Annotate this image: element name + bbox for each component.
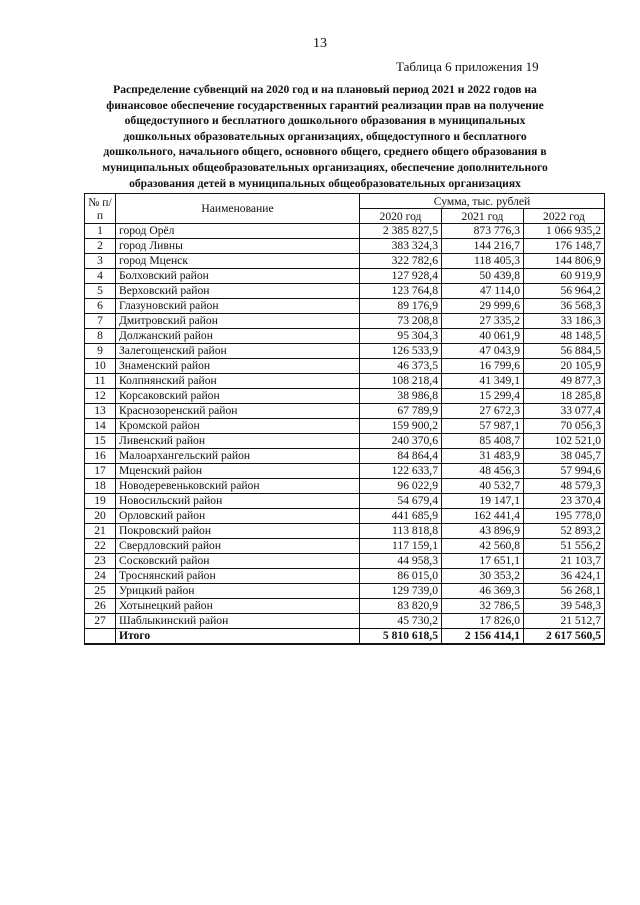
row-number: 22 [85,539,116,554]
row-number: 9 [85,344,116,359]
row-name: Болховский район [116,269,360,284]
row-value-2021: 41 349,1 [442,374,524,389]
row-value-2021: 40 532,7 [442,479,524,494]
row-number: 2 [85,239,116,254]
row-value-2020: 95 304,3 [360,329,442,344]
row-value-2021: 873 776,3 [442,224,524,239]
document-title [82,82,568,191]
row-number: 10 [85,359,116,374]
title-line: образования детей в муниципальных общеобразовательных организациях [129,176,521,190]
title-line: Распределение субвенций на 2020 год и на плановый период 2021 и 2022 годов на [113,83,537,96]
row-value-2021: 118 405,3 [442,254,524,269]
row-value-2022: 49 877,3 [524,374,605,389]
table-row [85,584,605,599]
row-value-2020: 84 864,4 [360,449,442,464]
row-value-2021: 17 651,1 [442,554,524,569]
row-number: 24 [85,569,116,584]
table-row [85,314,605,329]
row-number: 18 [85,479,116,494]
row-value-2021: 144 216,7 [442,239,524,254]
row-name: Новодеревеньковский район [116,479,360,494]
appendix-reference: Таблица 6 приложения 19 [396,59,539,74]
row-value-2021: 17 826,0 [442,614,524,629]
row-value-2021: 32 786,5 [442,599,524,614]
table-row [85,539,605,554]
row-value-2022: 21 512,7 [524,614,605,629]
row-name: Краснозоренский район [116,404,360,419]
row-value-2020: 86 015,0 [360,569,442,584]
row-number: 8 [85,329,116,344]
row-value-2021: 162 441,4 [442,509,524,524]
row-value-2021: 42 560,8 [442,539,524,554]
page-number: 13 [313,36,327,51]
row-number: 6 [85,299,116,314]
row-value-2020: 122 633,7 [360,464,442,479]
row-value-2021: 15 299,4 [442,389,524,404]
row-value-2022: 1 066 935,2 [524,224,605,239]
column-header-year-2022: 2022 год [524,209,605,224]
row-value-2020: 89 176,9 [360,299,442,314]
column-header-year-2021: 2021 год [442,209,524,224]
column-header-sum: Сумма, тыс. рублей [360,194,605,209]
row-name: Мценский район [116,464,360,479]
row-name: Свердловский район [116,539,360,554]
row-name: Троснянский район [116,569,360,584]
row-value-2022: 176 148,7 [524,239,605,254]
total-number-cell [85,629,116,645]
row-value-2021: 47 114,0 [442,284,524,299]
row-value-2020: 73 208,8 [360,314,442,329]
table-row [85,614,605,629]
title-line: дошкольного, начального общего, основного общего, среднего общего образования в [103,145,547,159]
table-row [85,344,605,359]
total-label: Итого [116,629,360,645]
row-value-2021: 19 147,1 [442,494,524,509]
row-name: Колпнянский район [116,374,360,389]
row-value-2020: 108 218,4 [360,374,442,389]
row-number: 20 [85,509,116,524]
row-value-2020: 126 533,9 [360,344,442,359]
row-value-2022: 56 268,1 [524,584,605,599]
row-value-2022: 21 103,7 [524,554,605,569]
row-value-2021: 57 987,1 [442,419,524,434]
title-line: общедоступного и бесплатного дошкольного образования в муниципальных [124,114,526,128]
row-value-2022: 33 077,4 [524,404,605,419]
table-row [85,404,605,419]
title-line: муниципальных общеобразовательных организациях, обеспечение дополнительного [102,160,548,174]
table-row [85,569,605,584]
row-value-2021: 47 043,9 [442,344,524,359]
table-row [85,599,605,614]
column-header-year-2020: 2020 год [360,209,442,224]
table-row [85,554,605,569]
row-value-2022: 38 045,7 [524,449,605,464]
table-row [85,254,605,269]
table-row [85,434,605,449]
row-number: 4 [85,269,116,284]
row-number: 11 [85,374,116,389]
row-value-2022: 20 105,9 [524,359,605,374]
row-name: Новосильский район [116,494,360,509]
row-value-2022: 48 579,3 [524,479,605,494]
row-name: Сосковский район [116,554,360,569]
table-row [85,479,605,494]
row-value-2021: 30 353,2 [442,569,524,584]
row-name: Знаменский район [116,359,360,374]
row-number: 26 [85,599,116,614]
row-name: Малоархангельский район [116,449,360,464]
row-name: Корсаковский район [116,389,360,404]
row-number: 27 [85,614,116,629]
row-name: город Орёл [116,224,360,239]
table-row [85,494,605,509]
table-row [85,239,605,254]
total-2020: 5 810 618,5 [360,629,442,645]
row-value-2020: 113 818,8 [360,524,442,539]
row-value-2020: 44 958,3 [360,554,442,569]
row-value-2020: 240 370,6 [360,434,442,449]
row-value-2021: 50 439,8 [442,269,524,284]
row-value-2021: 43 896,9 [442,524,524,539]
row-name: Орловский район [116,509,360,524]
row-value-2020: 123 764,8 [360,284,442,299]
row-number: 1 [85,224,116,239]
table-row [85,284,605,299]
row-number: 16 [85,449,116,464]
table-row [85,464,605,479]
table-row [85,269,605,284]
row-value-2020: 159 900,2 [360,419,442,434]
row-number: 15 [85,434,116,449]
row-value-2020: 2 385 827,5 [360,224,442,239]
row-value-2022: 70 056,3 [524,419,605,434]
row-value-2022: 57 994,6 [524,464,605,479]
title-line: дошкольных образовательных организациях, общедоступного и бесплатного [123,129,527,143]
table-row [85,524,605,539]
row-value-2021: 16 799,6 [442,359,524,374]
row-value-2020: 45 730,2 [360,614,442,629]
row-name: Шаблыкинский район [116,614,360,629]
row-name: Дмитровский район [116,314,360,329]
row-value-2022: 39 548,3 [524,599,605,614]
row-value-2021: 29 999,6 [442,299,524,314]
row-number: 25 [85,584,116,599]
row-name: Ливенский район [116,434,360,449]
table-row [85,374,605,389]
table-row [85,224,605,239]
row-number: 13 [85,404,116,419]
row-number: 12 [85,389,116,404]
row-name: город Мценск [116,254,360,269]
row-value-2020: 383 324,3 [360,239,442,254]
row-value-2022: 51 556,2 [524,539,605,554]
row-value-2020: 96 022,9 [360,479,442,494]
row-value-2022: 36 568,3 [524,299,605,314]
row-value-2020: 322 782,6 [360,254,442,269]
row-value-2020: 127 928,4 [360,269,442,284]
row-value-2020: 441 685,9 [360,509,442,524]
row-name: Должанский район [116,329,360,344]
row-value-2022: 48 148,5 [524,329,605,344]
column-header-name: Наименование [116,194,360,224]
table-row [85,329,605,344]
row-name: Глазуновский район [116,299,360,314]
table-row [85,359,605,374]
table-row [85,419,605,434]
table-row [85,299,605,314]
row-value-2021: 27 672,3 [442,404,524,419]
row-value-2022: 60 919,9 [524,269,605,284]
row-value-2020: 46 373,5 [360,359,442,374]
table-row [85,449,605,464]
row-number: 5 [85,284,116,299]
row-number: 3 [85,254,116,269]
row-value-2020: 117 159,1 [360,539,442,554]
row-value-2022: 23 370,4 [524,494,605,509]
row-value-2020: 54 679,4 [360,494,442,509]
row-number: 19 [85,494,116,509]
table-body [85,224,605,645]
row-value-2020: 83 820,9 [360,599,442,614]
row-value-2021: 27 335,2 [442,314,524,329]
row-value-2021: 31 483,9 [442,449,524,464]
title-line: финансовое обеспечение государственных гарантий реализации прав на получение [106,98,544,112]
subvention-table [84,193,605,645]
row-value-2020: 67 789,9 [360,404,442,419]
row-value-2022: 33 186,3 [524,314,605,329]
table-row [85,509,605,524]
row-name: город Ливны [116,239,360,254]
row-number: 23 [85,554,116,569]
row-value-2021: 46 369,3 [442,584,524,599]
row-value-2022: 144 806,9 [524,254,605,269]
row-name: Кромской район [116,419,360,434]
row-name: Залегощенский район [116,344,360,359]
row-value-2022: 56 964,2 [524,284,605,299]
row-value-2020: 129 739,0 [360,584,442,599]
row-name: Хотынецкий район [116,599,360,614]
row-name: Верховский район [116,284,360,299]
row-name: Покровский район [116,524,360,539]
row-number: 7 [85,314,116,329]
row-value-2021: 40 061,9 [442,329,524,344]
row-value-2021: 85 408,7 [442,434,524,449]
row-value-2022: 52 893,2 [524,524,605,539]
row-value-2020: 38 986,8 [360,389,442,404]
row-value-2021: 48 456,3 [442,464,524,479]
table-row [85,389,605,404]
total-row [85,629,605,645]
row-value-2022: 102 521,0 [524,434,605,449]
row-value-2022: 56 884,5 [524,344,605,359]
row-value-2022: 18 285,8 [524,389,605,404]
row-number: 21 [85,524,116,539]
row-value-2022: 195 778,0 [524,509,605,524]
row-value-2022: 36 424,1 [524,569,605,584]
row-number: 17 [85,464,116,479]
total-2022: 2 617 560,5 [524,629,605,645]
total-2021: 2 156 414,1 [442,629,524,645]
column-header-number: № п/п [85,194,116,224]
row-number: 14 [85,419,116,434]
row-name: Урицкий район [116,584,360,599]
